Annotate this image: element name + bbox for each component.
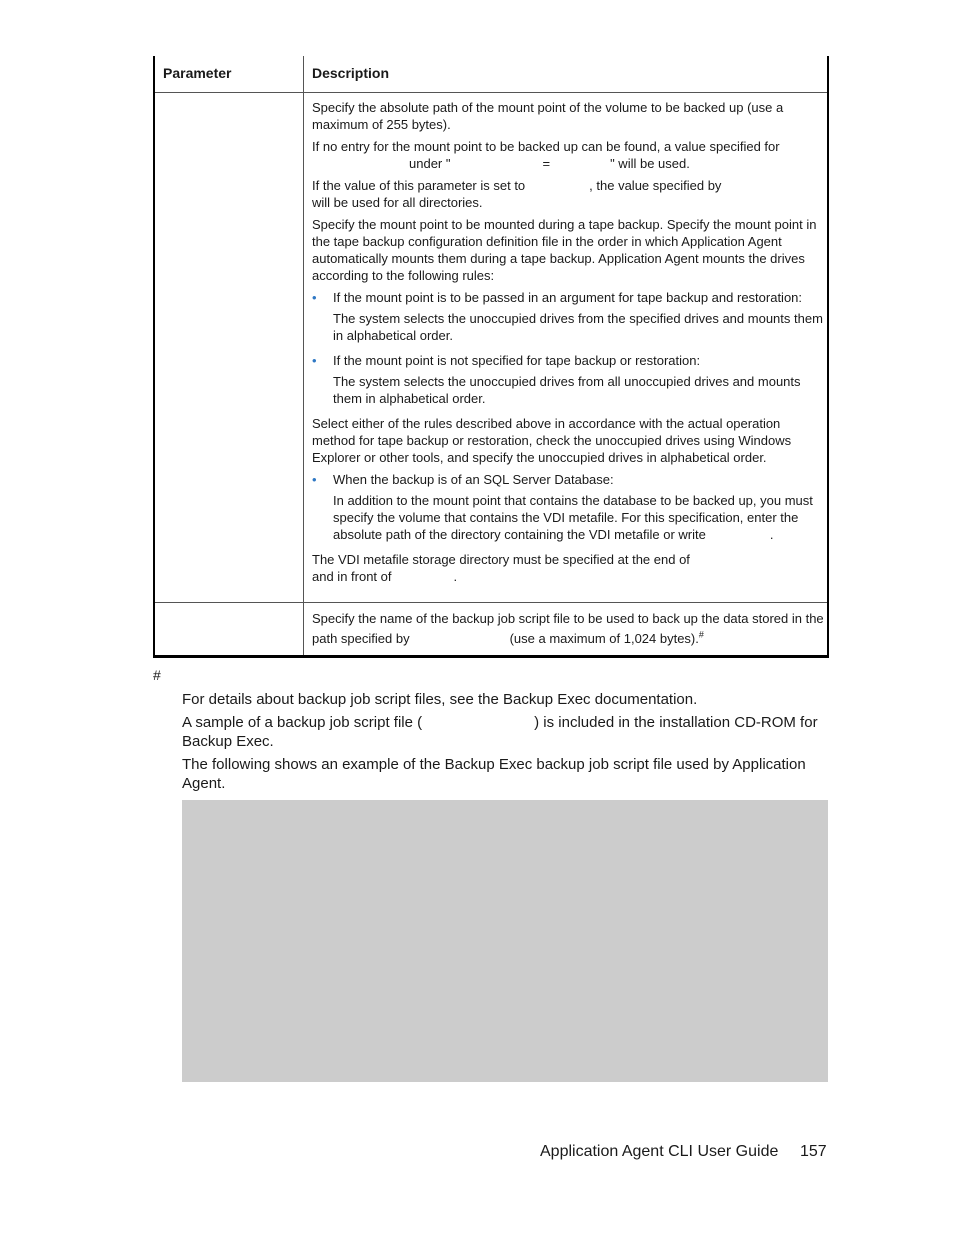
header-divider xyxy=(155,92,827,93)
bullet-item xyxy=(312,471,824,488)
row1-p4: Specify the mount point to be mounted during a tape backup. Specify the mount point in the tape backup configuration definition file in the order in which Application Agent automatically mounts them during a tape backup. Application Agent mounts the drives according to the following rules: xyxy=(312,217,817,283)
header-description: Description xyxy=(312,65,390,81)
footnote-marker: # xyxy=(698,629,704,640)
bullet-subtext: The system selects the unoccupied drives from the specified drives and mounts them in alphabetical order. xyxy=(333,311,823,343)
row1-p5: Select either of the rules described above in accordance with the actual operation method for tape backup or restoration, check the unoccupied drives using Windows Explorer or other tools, and specify the unoccupied drives in alphabetical order. xyxy=(312,416,792,465)
bullet-text: If the mount point is to be passed in an argument for tape backup and restoration: xyxy=(333,290,803,305)
row-divider xyxy=(155,602,827,603)
bullet-text: If the mount point is not specified for tape backup or restoration: xyxy=(333,353,701,368)
footer-title: Application Agent CLI User Guide xyxy=(540,1143,779,1160)
row1-p3-b: , the value specified by xyxy=(589,178,722,193)
row1-p6-a: The VDI metafile storage directory must be specified at the end of xyxy=(312,552,690,567)
row2-p1-b: (use a maximum of 1,024 bytes). xyxy=(509,631,699,646)
row1-p6 xyxy=(312,551,824,585)
row1-p2-c: = xyxy=(542,156,551,171)
parameter-table xyxy=(153,56,829,658)
bullet-icon: • xyxy=(312,472,317,487)
row1-p2-d: " will be used. xyxy=(610,156,690,171)
row1-p6-c: . xyxy=(453,569,458,584)
page-number: 157 xyxy=(800,1143,827,1160)
bullet-icon: • xyxy=(312,353,317,368)
row1-p2 xyxy=(312,138,824,172)
row1-p3-c: will be used for all directories. xyxy=(312,195,483,210)
body-p3: The following shows an example of the Backup Exec backup job script file used by Application Agent. xyxy=(182,756,806,792)
body-p2-b: ) is included in the installation CD-ROM for Backup Exec. xyxy=(182,714,818,750)
body-p1: For details about backup job script files, see the Backup Exec documentation. xyxy=(182,691,698,708)
row1-p2-a: If no entry for the mount point to be backed up can be found, a value specified for xyxy=(312,139,780,154)
row1-p2-b: under " xyxy=(409,156,451,171)
bullet-item xyxy=(312,289,824,306)
body-text xyxy=(182,690,830,797)
bullet-subtext xyxy=(312,492,824,543)
code-example-box xyxy=(182,800,828,1082)
bullet-text: When the backup is of an SQL Server Database: xyxy=(333,472,614,487)
row2-description xyxy=(312,609,824,649)
row2-p1-a: Specify the name of the backup job script file to be used to back up the data stored in the path specified by xyxy=(312,611,824,646)
bullet-icon: • xyxy=(312,290,317,305)
column-divider xyxy=(303,56,304,655)
body-p2 xyxy=(182,713,830,751)
sub3-a: In addition to the mount point that contains the database to be backed up, you must specify the volume that contains the VDI metafile. For this specification, enter the absolute path of the directory containing the VDI metafile or write xyxy=(333,493,813,542)
bullet-subtext: The system selects the unoccupied drives from all unoccupied drives and mounts them in alphabetical order. xyxy=(333,374,801,406)
bullet-item xyxy=(312,352,824,369)
row1-p1: Specify the absolute path of the mount point of the volume to be backed up (use a maximum of 255 bytes). xyxy=(312,100,784,132)
sub3-b: . xyxy=(769,527,774,542)
row1-p3-a: If the value of this parameter is set to xyxy=(312,178,526,193)
row1-p3 xyxy=(312,177,824,211)
header-parameter: Parameter xyxy=(163,65,232,81)
row1-description xyxy=(312,99,824,590)
footnote-mark: # xyxy=(153,667,161,683)
body-p2-a: A sample of a backup job script file ( xyxy=(182,714,423,731)
row1-p6-b: and in front of xyxy=(312,569,392,584)
